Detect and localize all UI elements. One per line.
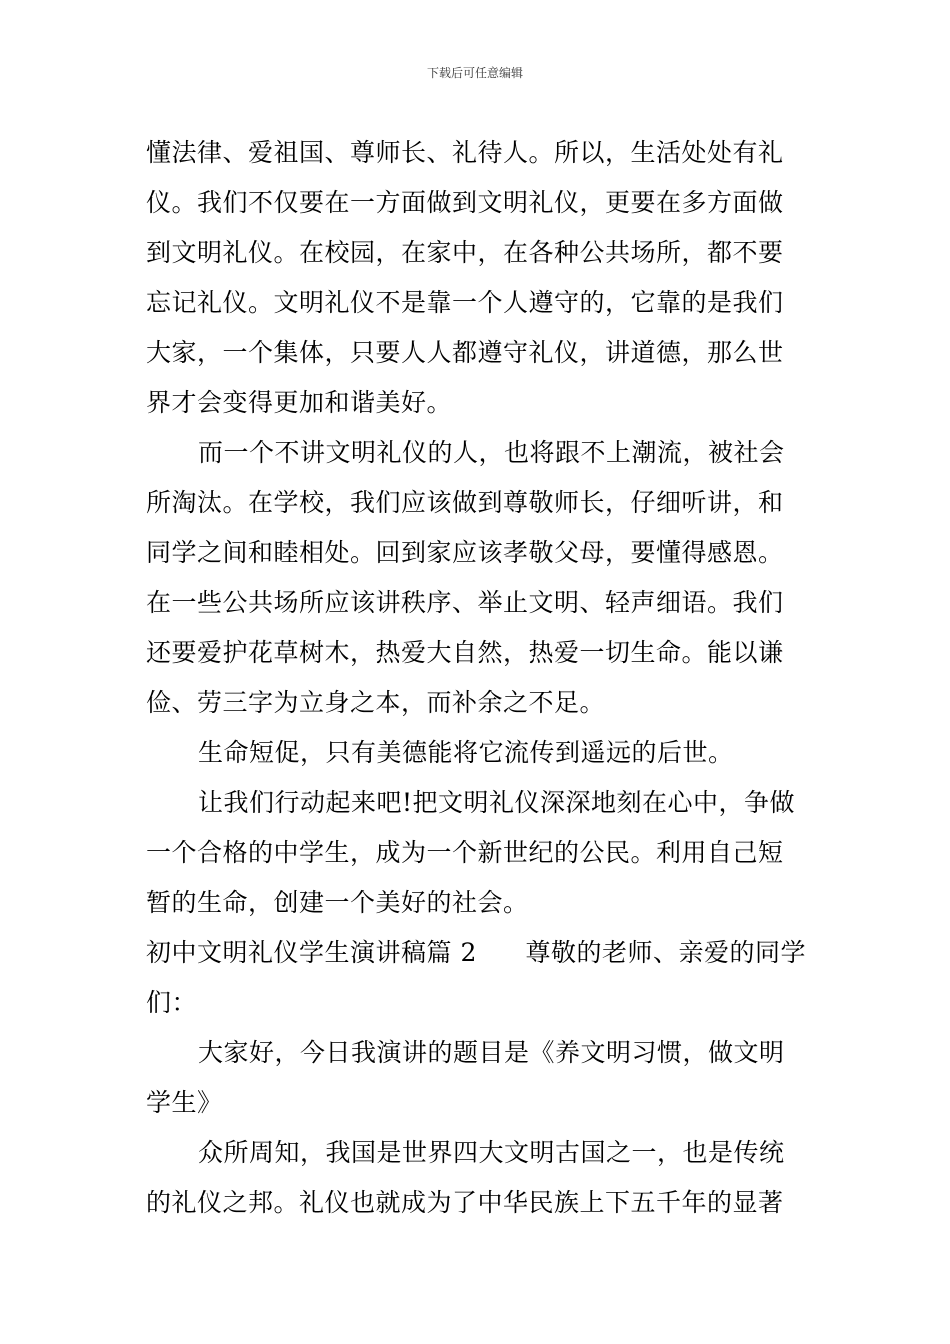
text-line: 一个合格的中学生，成为一个新世纪的公民。利用自己短 — [146, 838, 784, 867]
text-line: 大家，一个集体，只要人人都遵守礼仪，讲道德，那么世 — [146, 338, 784, 367]
paragraph-start-line: 生命短促，只有美德能将它流传到遥远的后世。 — [198, 738, 734, 767]
text-line: 懂法律、爱祖国、尊师长、礼待人。所以，生活处处有礼 — [146, 138, 784, 167]
text-line: 所淘汰。在学校，我们应该做到尊敬师长，仔细听讲，和 — [146, 488, 784, 517]
salutation: 尊敬的老师、亲爱的同学 — [525, 938, 806, 967]
paragraph-start-line: 众所周知，我国是世界四大文明古国之一，也是传统 — [198, 1138, 785, 1167]
paragraph-start-line: 而一个不讲文明礼仪的人，也将跟不上潮流，被社会 — [198, 438, 785, 467]
text-line: 们： — [146, 988, 198, 1017]
text-line: 同学之间和睦相处。回到家应该孝敬父母，要懂得感恩。 — [146, 538, 784, 567]
document-body — [146, 128, 806, 1228]
text-line: 学生》 — [146, 1088, 223, 1117]
text-line: 还要爱护花草树木，热爱大自然，热爱一切生命。能以谦 — [146, 638, 784, 667]
text-line: 忘记礼仪。文明礼仪不是靠一个人遵守的，它靠的是我们 — [146, 288, 784, 317]
text-line: 到文明礼仪。在校园，在家中，在各种公共场所，都不要 — [146, 238, 784, 267]
text-line: 界才会变得更加和谐美好。 — [146, 388, 453, 417]
section-title: 初中文明礼仪学生演讲稿篇 2 — [146, 938, 477, 967]
text-line: 在一些公共场所应该讲秩序、举止文明、轻声细语。我们 — [146, 588, 784, 617]
paragraph-start-line: 让我们行动起来吧!把文明礼仪深深地刻在心中，争做 — [198, 788, 796, 817]
text-line: 暂的生命，创建一个美好的社会。 — [146, 888, 529, 917]
paragraph-start-line: 大家好，今日我演讲的题目是《养文明习惯，做文明 — [198, 1038, 785, 1067]
text-line: 俭、劳三字为立身之本，而补余之不足。 — [146, 688, 606, 717]
text-line: 的礼仪之邦。礼仪也就成为了中华民族上下五千年的显著 — [146, 1188, 784, 1217]
page-header-note: 下载后可任意编辑 — [426, 66, 523, 80]
section-heading-line — [146, 928, 806, 978]
text-line: 仪。我们不仅要在一方面做到文明礼仪，更要在多方面做 — [146, 188, 784, 217]
